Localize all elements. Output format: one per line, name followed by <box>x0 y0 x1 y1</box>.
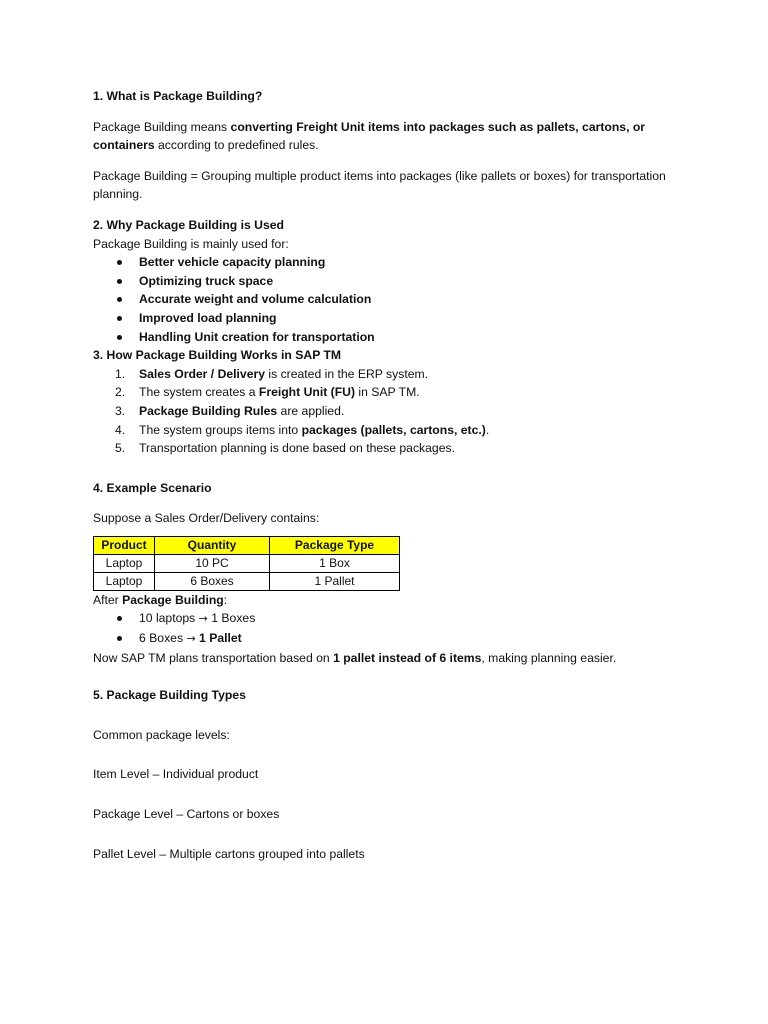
bold-run: 1 pallet instead of 6 items <box>333 650 482 665</box>
list-item: Handling Unit creation for transportation <box>93 328 673 347</box>
text-run: : <box>223 592 228 607</box>
section-2-intro: Package Building is mainly used for: <box>93 236 289 251</box>
bold-run: 1 Pallet <box>195 631 242 646</box>
section-4-heading: 4. Example Scenario <box>93 480 212 495</box>
table-row <box>94 572 400 590</box>
section-5-heading: 5. Package Building Types <box>93 688 246 703</box>
step-item <box>93 421 673 440</box>
arrow-right-icon: → <box>198 612 208 626</box>
uses-list <box>93 253 673 346</box>
text-run: are applied. <box>277 403 345 418</box>
list-item <box>93 609 673 629</box>
text-run: Now SAP TM plans transportation based on <box>93 650 334 665</box>
table-cell: 1 Pallet <box>270 572 400 590</box>
text-run: 6 Boxes <box>139 631 187 646</box>
step-number: 4. <box>115 422 126 437</box>
bold-run: packages (pallets, cartons, etc.) <box>301 422 486 437</box>
bold-run: Sales Order / Delivery <box>139 366 266 381</box>
bold-run: Package Building Rules <box>139 403 278 418</box>
section-4-intro: Suppose a Sales Order/Delivery contains: <box>93 511 320 526</box>
table-header: Product <box>94 536 155 554</box>
step-number: 1. <box>115 366 126 381</box>
list-item: Accurate weight and volume calculation <box>93 290 673 309</box>
text-run: according to predefined rules. <box>154 138 319 153</box>
text-run: 1 Boxes <box>207 611 256 626</box>
list-item: Better vehicle capacity planning <box>93 253 673 272</box>
table-cell: 1 Box <box>270 554 400 572</box>
bold-run: Package Building <box>122 592 224 607</box>
section-1-paragraph-1 <box>93 118 673 155</box>
document-content <box>93 87 673 863</box>
table-cell: Laptop <box>94 572 155 590</box>
list-item <box>93 629 673 649</box>
table-row <box>94 554 400 572</box>
text-run: The system creates a <box>139 385 259 400</box>
step-number: 2. <box>115 385 126 400</box>
results-list <box>93 609 673 648</box>
bold-run: converting Freight Unit items into packages such as pallets, cartons, or containers <box>93 119 646 153</box>
example-table <box>93 536 400 591</box>
table-header: Quantity <box>155 536 270 554</box>
after-package-building <box>93 591 673 610</box>
list-item: Improved load planning <box>93 309 673 328</box>
steps-list <box>93 365 673 458</box>
summary-paragraph <box>93 649 673 668</box>
level-item: Package Level – Cartons or boxes <box>93 807 280 822</box>
text-run: in SAP TM. <box>355 385 420 400</box>
level-item: Pallet Level – Multiple cartons grouped into pallets <box>93 846 365 861</box>
step-number: 3. <box>115 403 126 418</box>
section-2-heading: 2. Why Package Building is Used <box>93 217 284 232</box>
step-number: 5. <box>115 441 126 456</box>
section-5-intro: Common package levels: <box>93 727 230 742</box>
text-run: 10 laptops <box>139 611 199 626</box>
text-run: Package Building means <box>93 119 231 134</box>
step-item <box>93 439 673 458</box>
table-header: Package Type <box>270 536 400 554</box>
table-cell: Laptop <box>94 554 155 572</box>
text-run: . <box>485 422 490 437</box>
section-1-heading: 1. What is Package Building? <box>93 89 263 103</box>
text-run: , making planning easier. <box>481 650 617 665</box>
table-cell: 10 PC <box>155 554 270 572</box>
arrow-right-icon: → <box>186 632 196 646</box>
step-item <box>93 402 673 421</box>
table-cell: 6 Boxes <box>155 572 270 590</box>
table-header-row <box>94 536 400 554</box>
text-run: Transportation planning is done based on these packages. <box>139 441 455 456</box>
step-item <box>93 383 673 402</box>
section-1-paragraph-2: Package Building = Grouping multiple product items into packages (like pallets or boxes) for transportation planning. <box>93 168 666 202</box>
step-item <box>93 365 673 384</box>
text-run: After <box>93 592 123 607</box>
text-run: The system groups items into <box>139 422 302 437</box>
section-3-heading: 3. How Package Building Works in SAP TM <box>93 348 342 363</box>
text-run: is created in the ERP system. <box>265 366 429 381</box>
level-item: Item Level – Individual product <box>93 767 259 782</box>
list-item: Optimizing truck space <box>93 272 673 291</box>
bold-run: Freight Unit (FU) <box>258 385 356 400</box>
